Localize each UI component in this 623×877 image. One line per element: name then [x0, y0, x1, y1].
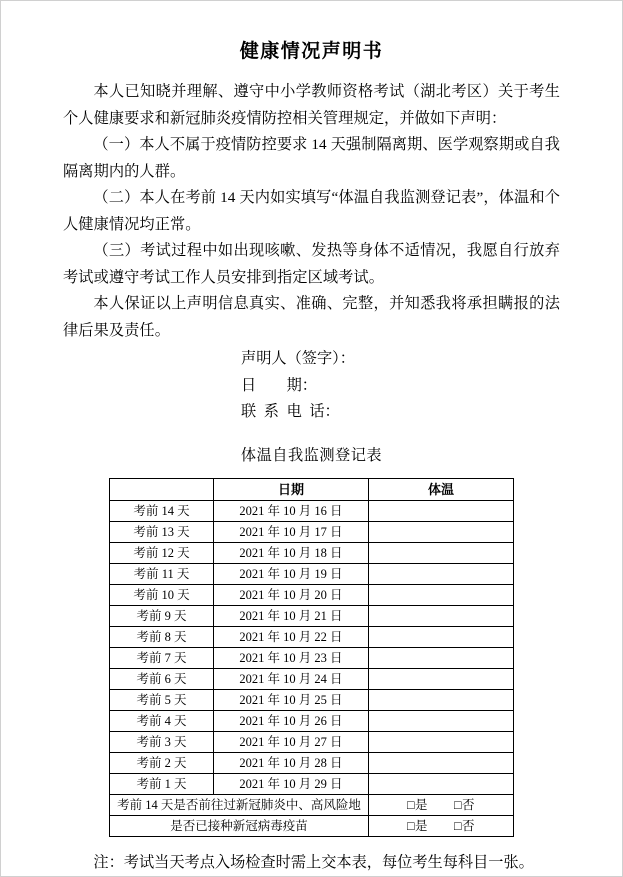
- table-row: [110, 710, 514, 731]
- table-header-row: [110, 478, 514, 500]
- cell-temperature[interactable]: [369, 668, 514, 689]
- header-blank: [110, 478, 214, 500]
- answer-travel-history[interactable]: [369, 794, 514, 815]
- checkbox-yes[interactable]: □是: [406, 818, 428, 833]
- table-row: [110, 563, 514, 584]
- cell-day: 考前 8 天: [110, 626, 214, 647]
- table-row: [110, 584, 514, 605]
- signature-name-line: 声明人（签字）：: [241, 350, 355, 367]
- cell-temperature[interactable]: [369, 710, 514, 731]
- cell-temperature[interactable]: [369, 773, 514, 794]
- cell-temperature[interactable]: [369, 731, 514, 752]
- header-temperature: 体温: [369, 478, 514, 500]
- cell-date: 2021 年 10 月 17 日: [214, 521, 369, 542]
- cell-temperature[interactable]: [369, 563, 514, 584]
- table-row: [110, 647, 514, 668]
- paragraph-intro: 本人已知晓并理解、遵守中小学教师资格考试（湖北考区）关于考生个人健康要求和新冠肺炎疫情防控相关管理规定，并做如下声明：: [63, 83, 560, 127]
- cell-day: 考前 3 天: [110, 731, 214, 752]
- cell-temperature[interactable]: [369, 647, 514, 668]
- paragraph-clause-2: （二）本人在考前 14 天内如实填写“体温自我监测登记表”，体温和个人健康情况均正常。: [63, 189, 560, 233]
- table-row: [110, 773, 514, 794]
- cell-day: 考前 7 天: [110, 647, 214, 668]
- signature-phone-line: 联 系 电 话：: [241, 403, 340, 420]
- header-date: 日期: [214, 478, 369, 500]
- cell-date: 2021 年 10 月 16 日: [214, 500, 369, 521]
- cell-date: 2021 年 10 月 20 日: [214, 584, 369, 605]
- page-content: [1, 1, 622, 876]
- checkbox-no[interactable]: □否: [454, 818, 476, 833]
- cell-date: 2021 年 10 月 26 日: [214, 710, 369, 731]
- cell-temperature[interactable]: [369, 584, 514, 605]
- cell-temperature[interactable]: [369, 542, 514, 563]
- paragraph-guarantee: 本人保证以上声明信息真实、准确、完整，并知悉我将承担瞒报的法律后果及责任。: [63, 295, 560, 339]
- paragraph-clause-3: （三）考试过程中如出现咳嗽、发热等身体不适情况，我愿自行放弃考试或遵守考试工作人员安排到指定区域考试。: [63, 242, 560, 286]
- table-body: [110, 500, 514, 836]
- table-row: [110, 500, 514, 521]
- cell-day: 考前 1 天: [110, 773, 214, 794]
- temperature-log-table: [109, 478, 514, 837]
- cell-day: 考前 2 天: [110, 752, 214, 773]
- signature-date-line: 日 期：: [241, 376, 317, 394]
- cell-date: 2021 年 10 月 19 日: [214, 563, 369, 584]
- checkbox-yes[interactable]: □是: [406, 797, 428, 812]
- cell-temperature[interactable]: [369, 605, 514, 626]
- paragraph-clause-1: （一）本人不属于疫情防控要求 14 天强制隔离期、医学观察期或自我隔离期内的人群。: [63, 136, 560, 180]
- table-row: [110, 626, 514, 647]
- cell-day: 考前 12 天: [110, 542, 214, 563]
- table-question-row-travel: [110, 794, 514, 815]
- cell-date: 2021 年 10 月 23 日: [214, 647, 369, 668]
- cell-day: 考前 10 天: [110, 584, 214, 605]
- cell-date: 2021 年 10 月 18 日: [214, 542, 369, 563]
- cell-day: 考前 13 天: [110, 521, 214, 542]
- cell-temperature[interactable]: [369, 521, 514, 542]
- cell-day: 考前 9 天: [110, 605, 214, 626]
- table-caption: 体温自我监测登记表: [240, 446, 383, 464]
- cell-day: 考前 5 天: [110, 689, 214, 710]
- cell-date: 2021 年 10 月 21 日: [214, 605, 369, 626]
- question-travel-history: 考前 14 天是否前往过新冠肺炎中、高风险地: [110, 794, 369, 815]
- cell-date: 2021 年 10 月 29 日: [214, 773, 369, 794]
- cell-day: 考前 14 天: [110, 500, 214, 521]
- table-question-row-vaccine: [110, 815, 514, 836]
- table-row: [110, 542, 514, 563]
- cell-temperature[interactable]: [369, 752, 514, 773]
- cell-date: 2021 年 10 月 22 日: [214, 626, 369, 647]
- cell-date: 2021 年 10 月 25 日: [214, 689, 369, 710]
- table-row: [110, 605, 514, 626]
- cell-temperature[interactable]: [369, 500, 514, 521]
- cell-date: 2021 年 10 月 24 日: [214, 668, 369, 689]
- footer-note: 注：考试当天考点入场检查时需上交本表，每位考生每科目一张。: [93, 853, 534, 871]
- question-vaccination: 是否已接种新冠病毒疫苗: [110, 815, 369, 836]
- cell-day: 考前 4 天: [110, 710, 214, 731]
- cell-day: 考前 11 天: [110, 563, 214, 584]
- checkbox-no[interactable]: □否: [454, 797, 476, 812]
- cell-date: 2021 年 10 月 28 日: [214, 752, 369, 773]
- table-row: [110, 689, 514, 710]
- table-row: [110, 668, 514, 689]
- cell-temperature[interactable]: [369, 689, 514, 710]
- table-row: [110, 731, 514, 752]
- cell-temperature[interactable]: [369, 626, 514, 647]
- answer-vaccination[interactable]: [369, 815, 514, 836]
- table-row: [110, 752, 514, 773]
- table-row: [110, 521, 514, 542]
- page-title: 健康情况声明书: [239, 41, 384, 62]
- declaration-body: [1, 79, 622, 344]
- cell-date: 2021 年 10 月 27 日: [214, 731, 369, 752]
- cell-day: 考前 6 天: [110, 668, 214, 689]
- signature-block: [1, 346, 622, 426]
